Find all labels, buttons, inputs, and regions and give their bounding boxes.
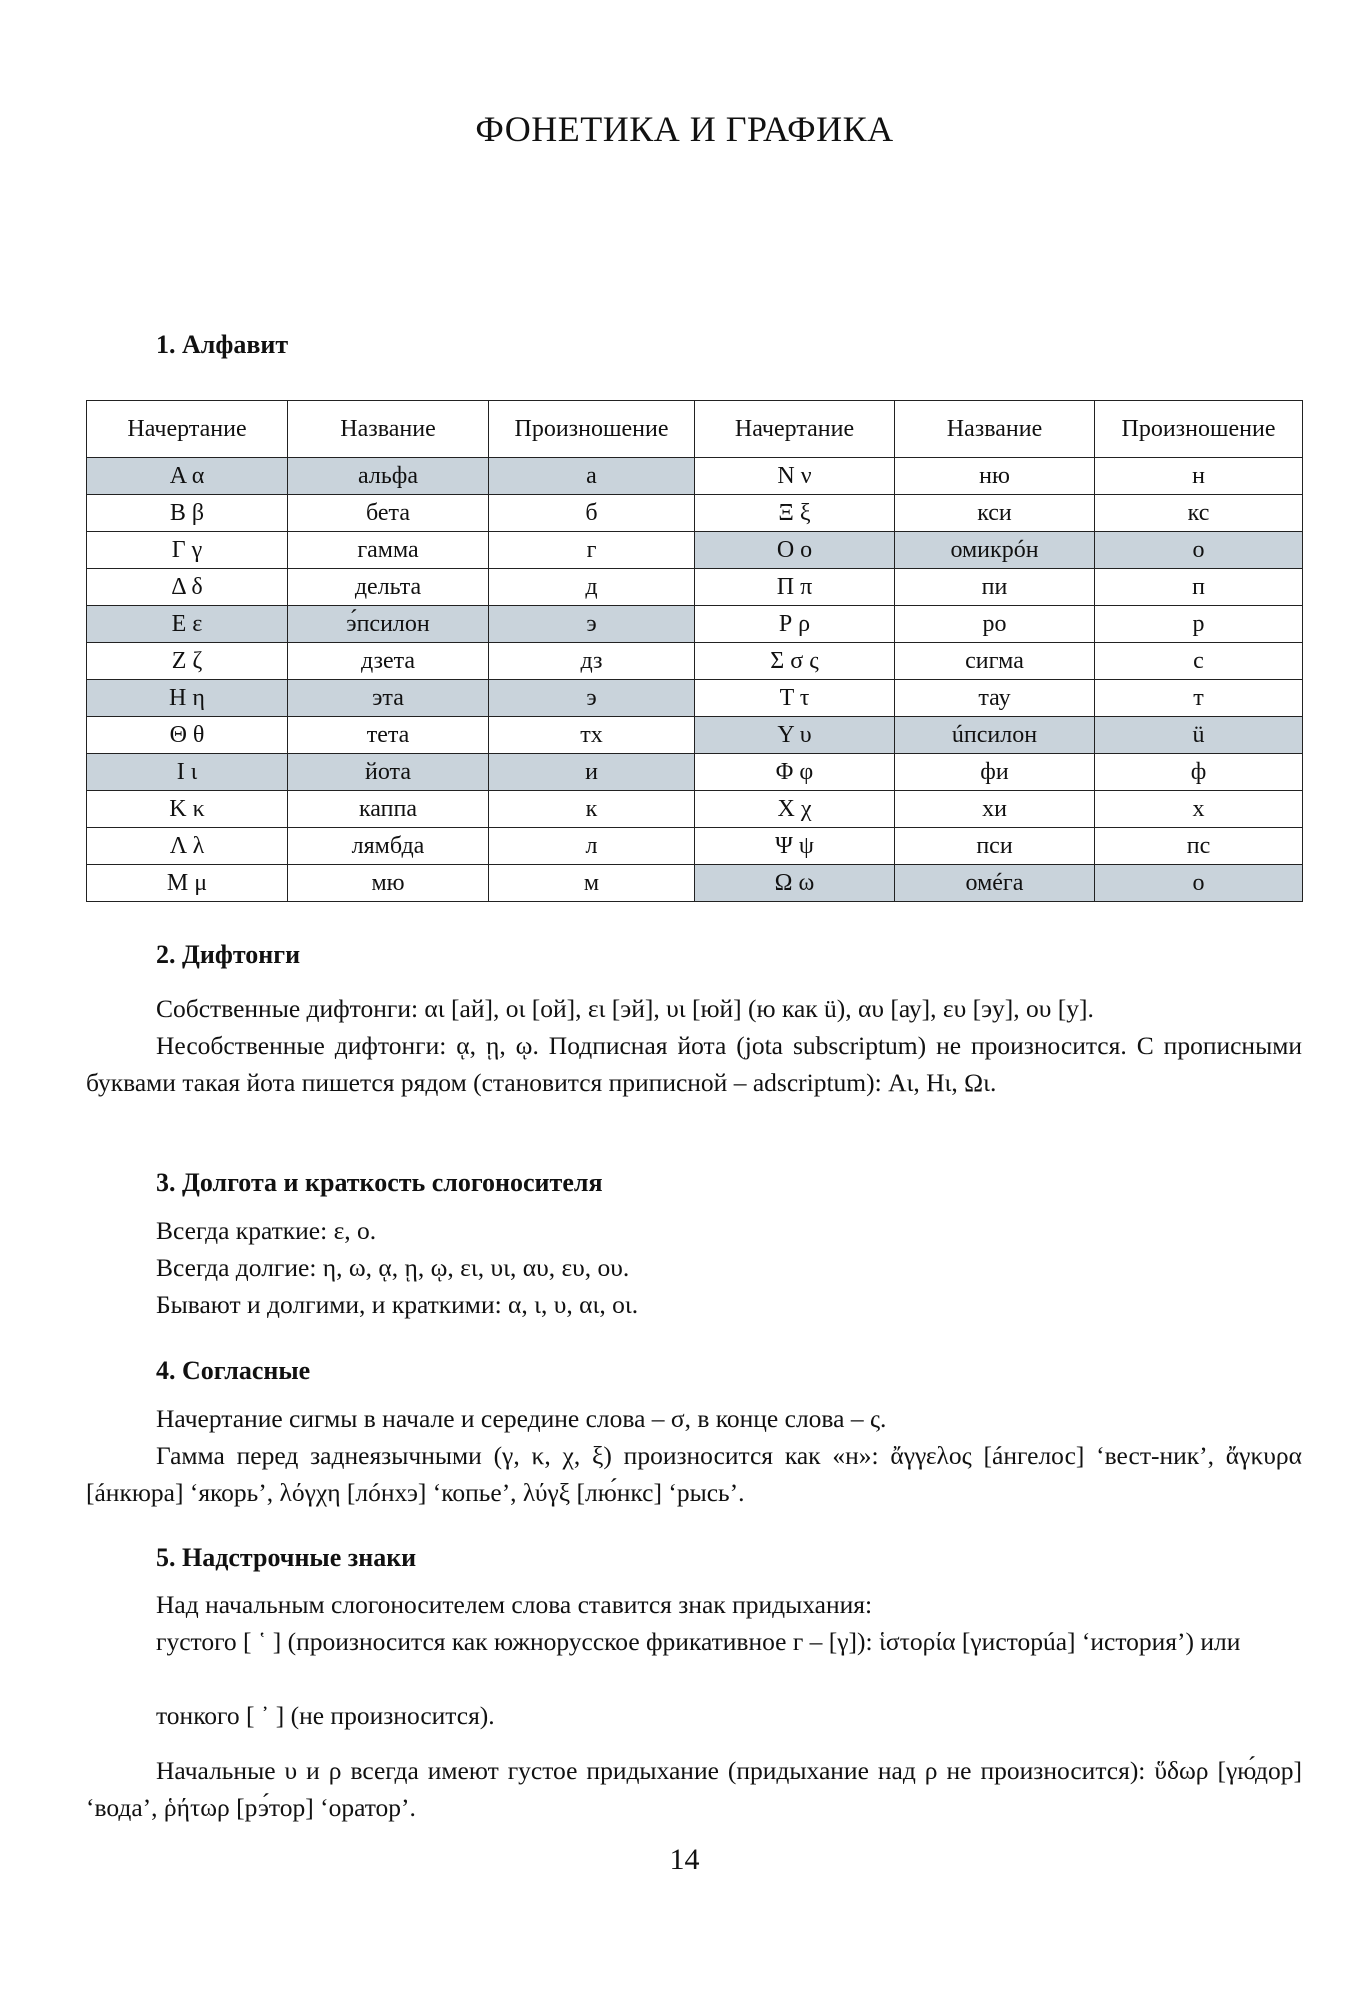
table-cell: ро [895, 606, 1095, 643]
table-cell: Ζ ζ [87, 643, 288, 680]
table-row [87, 754, 1303, 791]
table-cell: с [1095, 643, 1303, 680]
table-cell: Β β [87, 495, 288, 532]
table-cell: Χ χ [695, 791, 895, 828]
smooth-breathing-line [156, 1697, 1369, 1734]
table-cell: ü [1095, 717, 1303, 754]
table-cell: лямбда [288, 828, 489, 865]
table-cell: Δ δ [87, 569, 288, 606]
table-cell: э [489, 606, 695, 643]
table-cell: омéга [895, 865, 1095, 902]
table-cell: п [1095, 569, 1303, 606]
table-row [87, 828, 1303, 865]
table-cell: т [1095, 680, 1303, 717]
table-cell: тау [895, 680, 1095, 717]
header-form: Начертание [87, 401, 288, 458]
table-cell: р [1095, 606, 1303, 643]
table-cell: Φ φ [695, 754, 895, 791]
always-short-line [86, 1212, 1302, 1249]
section-4-heading: 4. Согласные [156, 1356, 311, 1385]
sigma-line [86, 1400, 1302, 1437]
table-cell: к [489, 791, 695, 828]
table-cell: Π π [695, 569, 895, 606]
table-cell: д [489, 569, 695, 606]
table-cell: Ι ι [87, 754, 288, 791]
table-cell: тета [288, 717, 489, 754]
table-cell: дельта [288, 569, 489, 606]
paragraph-text: густого [ ῾ ] (произносится как южнорусское фрикативное г – [γ]): ἱστορία [γисторúа] ‘история’) или [156, 1627, 1241, 1656]
table-row [87, 495, 1303, 532]
paragraph-text: Несобственные дифтонги: ᾳ, ῃ, ῳ. Подписная йота (jota subscriptum) не произносится. С прописными буквами такая йота пишется рядом (становится приписной – adscriptum): Αι, Ηι, Ωι. [86, 1031, 1302, 1097]
table-cell: б [489, 495, 695, 532]
table-cell: пи [895, 569, 1095, 606]
table-cell: сигма [895, 643, 1095, 680]
paragraph-text: Собственные дифтонги: αι [ай], οι [ой], ει [эй], υι [юй] (ю как ü), αυ [ау], ευ [эу], ου [у]. [156, 994, 1094, 1023]
header-name: Название [288, 401, 489, 458]
table-row [87, 791, 1303, 828]
paragraph-text: Всегда краткие: ε, ο. [156, 1216, 377, 1245]
table-cell: Κ κ [87, 791, 288, 828]
table-cell: пс [1095, 828, 1303, 865]
table-cell: Ν ν [695, 458, 895, 495]
table-cell: Ο ο [695, 532, 895, 569]
gamma-paragraph [86, 1437, 1302, 1511]
table-cell: эта [288, 680, 489, 717]
table-header-row [87, 401, 1303, 458]
table-row [87, 680, 1303, 717]
section-5-heading: 5. Надстрочные знаки [156, 1543, 417, 1572]
table-cell: м [489, 865, 695, 902]
table-cell: Ω ω [695, 865, 895, 902]
diphthongs-improper [86, 1027, 1302, 1101]
section-2-heading: 2. Дифтонги [156, 940, 301, 969]
header-name: Название [895, 401, 1095, 458]
table-cell: дзета [288, 643, 489, 680]
initial-upsilon-rho-paragraph [86, 1752, 1302, 1826]
table-row [87, 717, 1303, 754]
table-row [87, 606, 1303, 643]
table-cell: э [489, 680, 695, 717]
table-cell: омикрóн [895, 532, 1095, 569]
table-cell: Λ λ [87, 828, 288, 865]
table-row [87, 458, 1303, 495]
header-form: Начертание [695, 401, 895, 458]
table-row [87, 643, 1303, 680]
both-line [86, 1286, 1302, 1323]
table-cell: гамма [288, 532, 489, 569]
table-cell: э́псилон [288, 606, 489, 643]
header-pronunciation: Произношение [489, 401, 695, 458]
table-cell: альфа [288, 458, 489, 495]
table-cell: хи [895, 791, 1095, 828]
paragraph-text: Гамма перед заднеязычными (γ, κ, χ, ξ) произносится как «н»: ἄγγελος [áнгелос] ‘вест-ник’, ἄγκυρα [áнкюра] ‘якорь’, λόγχη [лóнхэ] ‘копье’, λύγξ [лю́нкс] ‘рысь’. [86, 1441, 1302, 1507]
table-cell: н [1095, 458, 1303, 495]
table-cell: Σ σ ς [695, 643, 895, 680]
header-pronunciation: Произношение [1095, 401, 1303, 458]
table-cell: л [489, 828, 695, 865]
table-cell: дз [489, 643, 695, 680]
table-cell: ню [895, 458, 1095, 495]
table-cell: Ε ε [87, 606, 288, 643]
table-cell: о [1095, 865, 1303, 902]
table-cell: кси [895, 495, 1095, 532]
table-cell: и [489, 754, 695, 791]
table-cell: Α α [87, 458, 288, 495]
diphthongs-proper [86, 990, 1302, 1027]
table-cell: Ψ ψ [695, 828, 895, 865]
table-row [87, 532, 1303, 569]
paragraph-text: Бывают и долгими, и краткими: α, ι, υ, αι, οι. [156, 1290, 639, 1319]
table-cell: Ρ ρ [695, 606, 895, 643]
section-1-heading: 1. Алфавит [156, 330, 289, 359]
table-cell: úпсилон [895, 717, 1095, 754]
table-cell: г [489, 532, 695, 569]
rough-breathing-paragraph [156, 1623, 1302, 1660]
paragraph-text: Начальные υ и ρ всегда имеют густое придыхание (придыхание над ρ не произносится): ὕδωρ [γю́дор] ‘вода’, ῥήτωρ [рэ́тор] ‘оратор’. [86, 1756, 1302, 1822]
table-cell: Θ θ [87, 717, 288, 754]
page-number: 14 [669, 1843, 700, 1876]
paragraph-text: Начертание сигмы в начале и середине слова – σ, в конце слова – ς. [156, 1404, 887, 1433]
paragraph-text: тонкого [ ᾿ ] (не произносится). [156, 1701, 495, 1730]
table-cell: Υ υ [695, 717, 895, 754]
table-cell: а [489, 458, 695, 495]
table-cell: бета [288, 495, 489, 532]
table-cell: тх [489, 717, 695, 754]
table-cell: кс [1095, 495, 1303, 532]
paragraph-text: Над начальным слогоносителем слова ставится знак придыхания: [156, 1590, 873, 1619]
paragraph-text: Всегда долгие: η, ω, ᾳ, ῃ, ῳ, ει, υι, αυ, ευ, ου. [156, 1253, 630, 1282]
table-cell: пси [895, 828, 1095, 865]
table-cell: Γ γ [87, 532, 288, 569]
table-cell: йота [288, 754, 489, 791]
table-cell: каппа [288, 791, 489, 828]
table-cell: Μ μ [87, 865, 288, 902]
table-cell: ф [1095, 754, 1303, 791]
alphabet-table [86, 400, 1303, 902]
page-title: ФОНЕТИКА И ГРАФИКА [475, 109, 894, 149]
breathing-intro [86, 1586, 1302, 1623]
table-cell: х [1095, 791, 1303, 828]
table-cell: Η η [87, 680, 288, 717]
table-cell: мю [288, 865, 489, 902]
table-cell: фи [895, 754, 1095, 791]
table-row [87, 865, 1303, 902]
table-cell: Ξ ξ [695, 495, 895, 532]
table-cell: о [1095, 532, 1303, 569]
section-3-heading: 3. Долгота и краткость слогоносителя [156, 1168, 603, 1197]
table-row [87, 569, 1303, 606]
always-long-line [86, 1249, 1302, 1286]
table-cell: Τ τ [695, 680, 895, 717]
